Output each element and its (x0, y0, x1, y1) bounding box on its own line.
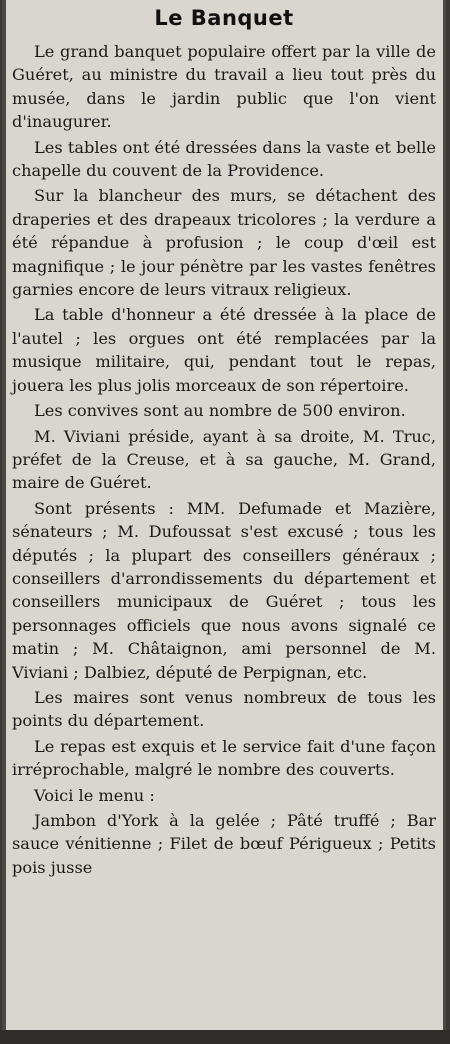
paragraph: Les convives sont au nombre de 500 environ. (34, 401, 406, 421)
column-rule-left (2, 0, 6, 1030)
paragraph: Les tables ont été dressées dans la vaste et belle chapelle du couvent de la Providence. (12, 137, 436, 181)
paragraph: Voici le menu : (34, 785, 155, 805)
paragraph: Le grand banquet populaire offert par la ville de Guéret, au ministre du travail a lieu tout près du musée, dans le jardin public que l'on vient d'inaugurer. (12, 42, 436, 132)
paragraph: Sur la blancheur des murs, se détachent des draperies et des drapeaux tricolores ; la verdure a été répandue à profusion ; le coup d'œil est magnifique ; le jour pénètre par les vastes fenêtres garnies encore de leurs vitraux religieux. (12, 186, 436, 300)
paragraph: M. Viviani préside, ayant à sa droite, M. Truc, préfet de la Creuse, et à sa gauche, M. Grand, maire de Guéret. (12, 426, 436, 493)
article-body (12, 40, 436, 881)
article-title: Le Banquet (154, 6, 294, 30)
paragraph: Le repas est exquis et le service fait d'une façon irréprochable, malgré le nombre des couverts. (12, 736, 436, 780)
paragraph: Jambon d'York à la gelée ; Pâté truffé ; Bar sauce vénitienne ; Filet de bœuf Périgueux ; Petits pois jusse (12, 811, 436, 877)
background-edge (0, 1030, 450, 1044)
paragraph: Sont présents : MM. Defumade et Mazière, sénateurs ; M. Dufoussat s'est excusé ; tous les députés ; la plupart des conseillers généraux ; conseillers d'arrondissements du département et conseillers municipaux de Guéret ; tous les personnages officiels que nous avons signalé ce matin ; M. Châtaignon, ami personnel de M. Viviani ; Dalbiez, député de Perpignan, etc. (12, 498, 436, 682)
newspaper-clipping (2, 0, 446, 1030)
paragraph: La table d'honneur a été dressée à la place de l'autel ; les orgues ont été remplacées par la musique militaire, qui, pendant tout le repas, jouera les plus jolis morceaux de son répertoire. (12, 305, 436, 395)
paragraph: Les maires sont venus nombreux de tous les points du département. (12, 687, 436, 731)
column-rule-right (443, 0, 446, 1030)
